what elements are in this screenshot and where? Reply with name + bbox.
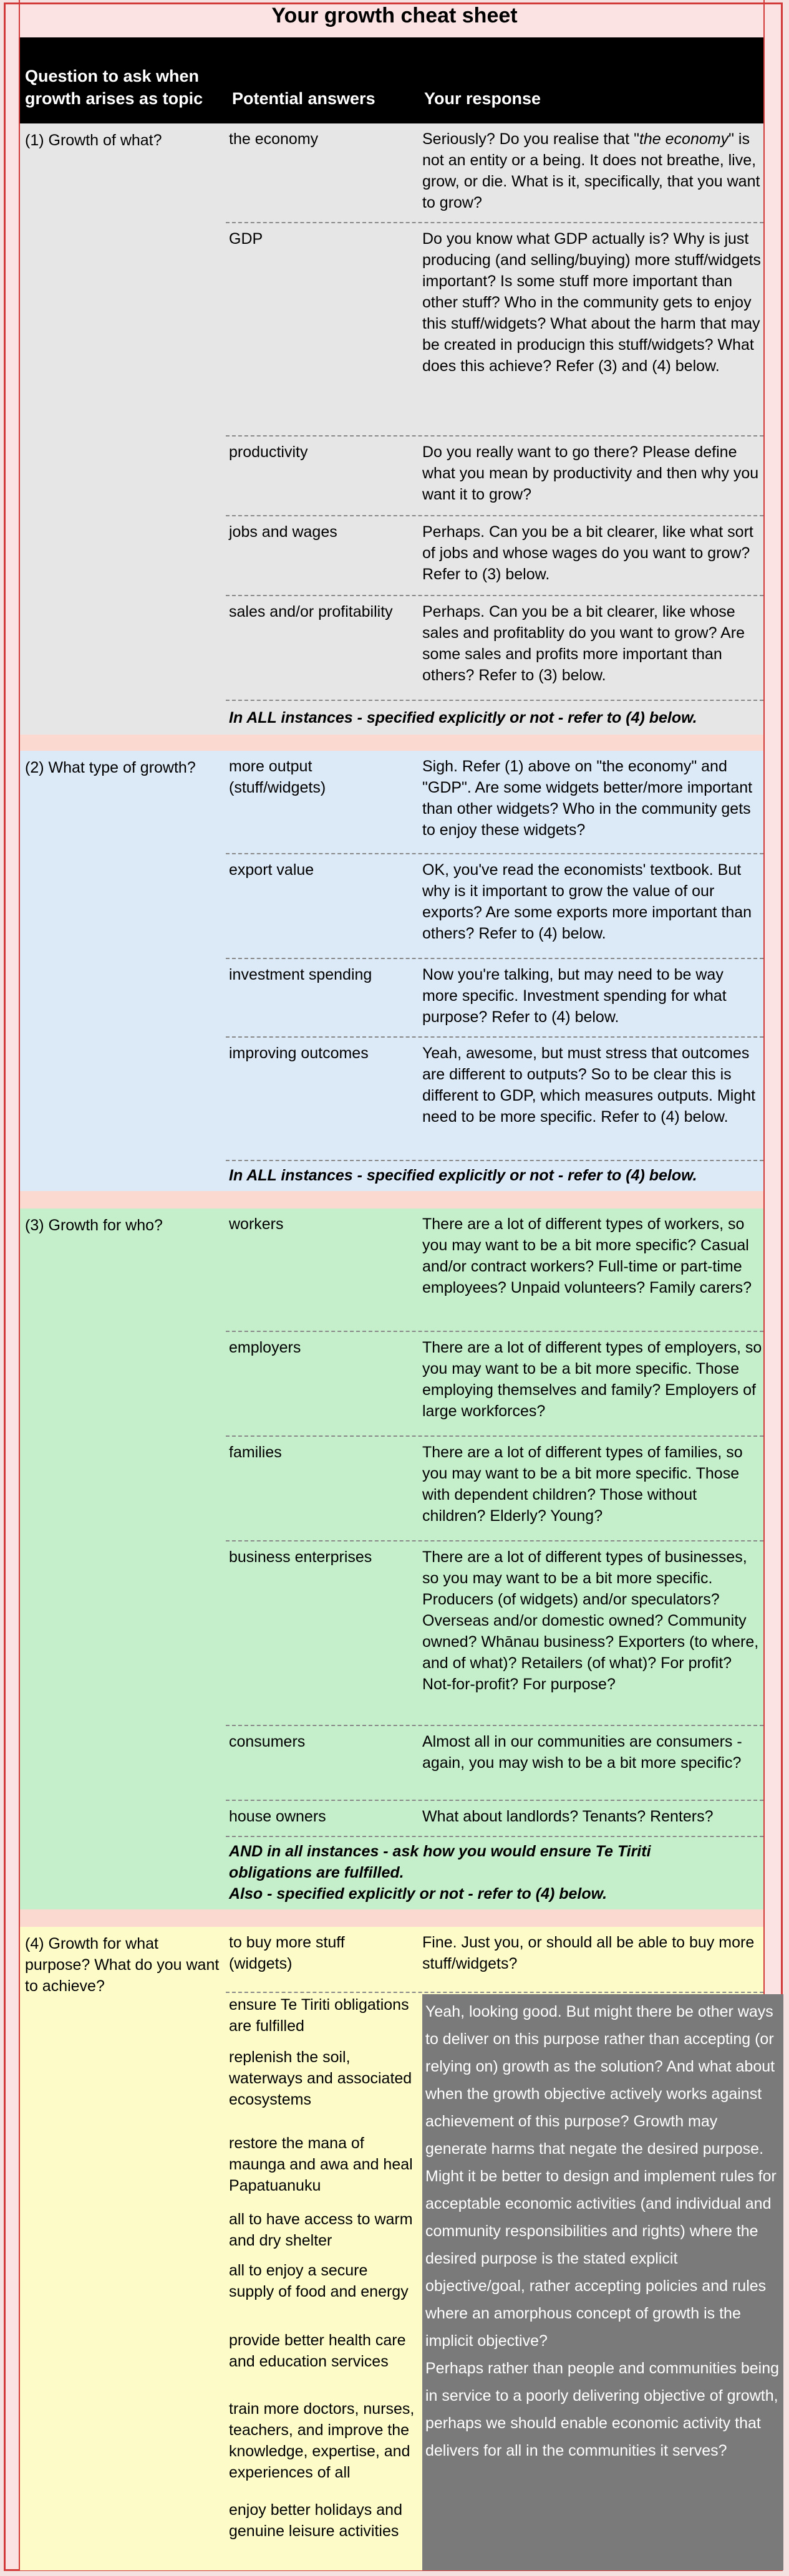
response-cell: Perhaps. Can you be a bit clearer, like what sort of jobs and whose wages do you want to grow? Refer to (3) below. <box>422 523 753 583</box>
section-question: (3) Growth for who? <box>25 1217 163 1234</box>
table-row <box>226 1541 763 1726</box>
response-cell: Do you know what GDP actually is? Why is just producing (and selling/buying) more stuff/widgets important? Is some stuff more important than other stuff? Who in the community gets to enjoy this stuff/widgets? What about the harm that may be created in producign this stuff/widgets? What does this achieve? Refer (3) and (4) below. <box>422 230 761 375</box>
section-question: (2) What type of growth? <box>25 759 196 776</box>
table-row <box>226 959 763 1038</box>
response-cell: Perhaps. Can you be a bit clearer, like whose sales and profitablity do you want to grow? Are some sales and profits more important than others? Refer to (3) below. <box>422 603 745 684</box>
answer-cell: the economy <box>229 130 319 148</box>
section-what-type <box>20 751 763 1191</box>
answer-cell: productivity <box>229 443 308 461</box>
purpose-answer: all to have access to warm and dry shelter <box>229 2211 413 2249</box>
table-row <box>226 1927 763 1993</box>
section-note: AND in all instances - ask how you would ensure Te Tiriti obligations are fulfilled. Also - specified explicitly or not - refer to (4) below. <box>229 1843 651 1903</box>
response-cell: Fine. Just you, or should all be able to buy more stuff/widgets? <box>422 1934 755 1972</box>
answer-cell: business enterprises <box>229 1548 372 1566</box>
purpose-answer: ensure Te Tiriti obligations are fulfilled <box>229 1996 409 2035</box>
table-header <box>20 37 763 123</box>
section-question: (1) Growth of what? <box>25 132 162 149</box>
section-for-what-purpose <box>20 1927 780 2570</box>
table-row <box>226 437 763 516</box>
shared-response-box: Yeah, looking good. But might there be other ways to deliver on this purpose rather than accepting (or relying on) growth as the solution? And what about when the growth objective actively works against achievement of this purpose? Growth may generate harms that negate the desired purpose. Might it be better to design and implement rules for acceptable economic activities (and individual and community responsibilities and rights) where the desired purpose is the stated explicit objective/goal, rather accepting policies and rules where an amorphous concept of growth is the implicit objective? Perhaps rather than people and communities being in service to a poorly delivering objective of growth, perhaps we should enable economic activity that delivers for all in the communities it serves? <box>422 1994 783 2570</box>
answer-cell: export value <box>229 861 314 879</box>
response-cell: Sigh. Refer (1) above on "the economy" and "GDP". Are some widgets better/more important than other widgets? Who in the community gets to enjoy these widgets? <box>422 758 753 839</box>
answer-cell: consumers <box>229 1733 306 1750</box>
answer-cell: house owners <box>229 1808 326 1825</box>
purpose-answer: provide better health care and education services <box>229 2332 406 2370</box>
response-cell: OK, you've read the economists' textbook. But why is it important to grow the value of our exports? Are some exports more important than others? Refer to (4) below. <box>422 861 752 942</box>
answer-cell: employers <box>229 1339 301 1356</box>
purpose-answer: all to enjoy a secure supply of food and energy <box>229 2262 409 2300</box>
answer-cell: GDP <box>229 230 263 248</box>
purpose-answer: replenish the soil, waterways and associated ecosystems <box>229 2048 412 2108</box>
answer-cell: more output (stuff/widgets) <box>229 758 326 796</box>
answer-cell: jobs and wages <box>229 523 337 541</box>
response-cell: Almost all in our communities are consumers - again, you may wish to be a bit more specific? <box>422 1733 742 1772</box>
table-row <box>226 751 763 854</box>
answer-cell: workers <box>229 1215 284 1233</box>
purpose-answer: restore the mana of maunga and awa and heal Papatuanuku <box>229 2135 413 2194</box>
section-separator <box>20 1191 763 1208</box>
response-cell: Now you're talking, but may need to be way more specific. Investment spending for what purpose? Refer to (4) below. <box>422 966 727 1026</box>
response-cell: What about landlords? Tenants? Renters? <box>422 1808 714 1825</box>
response-cell: Yeah, awesome, but must stress that outcomes are different to outputs? So to be clear this is different to GDP, which measures outputs. Might need to be more specific. Refer to (4) below. <box>422 1044 756 1126</box>
table-row <box>226 1038 763 1161</box>
response-cell: There are a lot of different types of workers, so you may want to be a bit more specific? Casual and/or contract workers? Full-time or part-time employees? Unpaid volunteers? Family carers? <box>422 1215 752 1296</box>
response-cell: There are a lot of different types of employers, so you may want to be a bit more specific. Those employing themselves and family? Employers of large workforces? <box>422 1339 762 1420</box>
table-row <box>226 854 763 959</box>
header-answers: Potential answers <box>232 89 375 108</box>
section-question: (4) Growth for what purpose? What do you want to achieve? <box>25 1935 220 1995</box>
response-cell: Seriously? Do you realise that "the economy" is not an entity or a being. It does not breathe, live, grow, or die. What is it, specifically, that you want to grow? <box>422 130 760 211</box>
table-row <box>226 596 763 701</box>
purpose-answer: train more doctors, nurses, teachers, and improve the knowledge, expertise, and experiences of all <box>229 2400 415 2481</box>
section-growth-of-what <box>20 123 763 735</box>
section-for-who <box>20 1208 763 1909</box>
answer-cell: families <box>229 1444 282 1461</box>
answer-cell: improving outcomes <box>229 1044 369 1062</box>
response-cell: Do you really want to go there? Please define what you mean by productivity and then why you want it to grow? <box>422 443 759 503</box>
table-row <box>226 1208 763 1332</box>
purpose-answer: enjoy better holidays and genuine leisure activities <box>229 2501 402 2540</box>
table-row <box>226 123 763 223</box>
header-question: Question to ask when growth arises as topic <box>25 67 203 108</box>
response-cell: There are a lot of different types of families, so you may want to be a bit more specific. Those with dependent children? Those without children? Elderly? Young? <box>422 1444 743 1525</box>
section-note: In ALL instances - specified explicitly or not - refer to (4) below. <box>229 1167 697 1184</box>
table-row <box>226 223 763 437</box>
answer-cell: to buy more stuff (widgets) <box>229 1934 345 1972</box>
table-row <box>226 1332 763 1437</box>
table-row <box>226 1437 763 1541</box>
section-note: In ALL instances - specified explicitly or not - refer to (4) below. <box>229 709 697 726</box>
header-response: Your response <box>424 89 541 108</box>
table-row <box>226 516 763 596</box>
response-cell: There are a lot of different types of businesses, so you may want to be a bit more specific. Producers (of widgets) and/or speculators? Overseas and/or domestic owned? Community owned? Whānau business? Exporters (to where, and of what)? Retailers (of what)? For profit? Not-for-profit? For purpose? <box>422 1548 759 1693</box>
answer-cell: investment spending <box>229 966 372 983</box>
table-row <box>226 1726 763 1801</box>
table-row <box>226 1801 763 1837</box>
page-title: Your growth cheat sheet <box>271 4 518 27</box>
answer-cell: sales and/or profitability <box>229 603 393 620</box>
section-separator <box>20 1909 763 1927</box>
section-separator <box>20 735 763 751</box>
